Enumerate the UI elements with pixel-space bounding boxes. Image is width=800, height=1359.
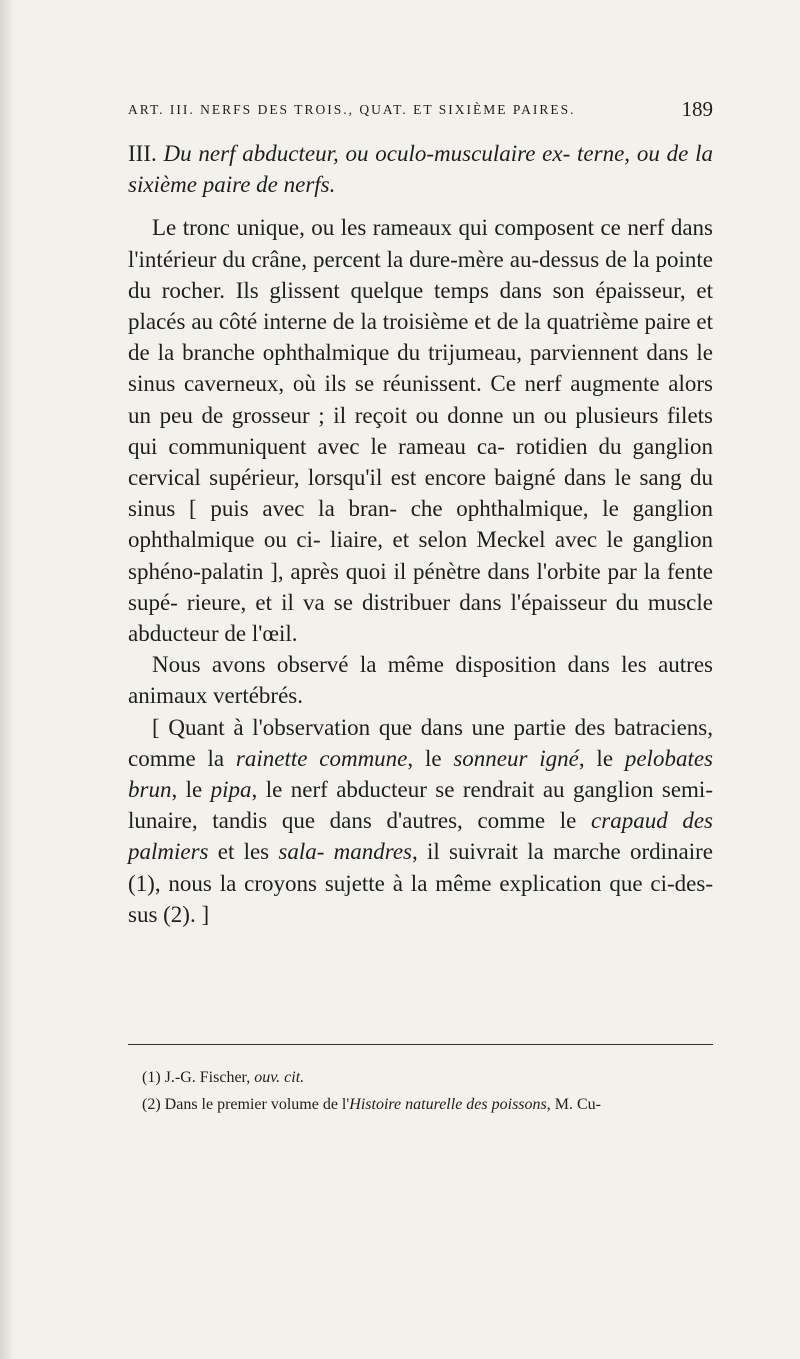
footnote-2-text-2: , M. Cu- bbox=[546, 1096, 601, 1113]
p3-italic-sonneur: sonneur igné bbox=[453, 745, 579, 771]
p3-text-4: , le bbox=[171, 777, 211, 803]
p3-italic-crapaud: crapaud des palmiers bbox=[128, 808, 713, 865]
p3-text-7: , il suivrait la marche ordinaire (1), nous la croyons sujette à la même explication que ci-des- sus (2). ] bbox=[128, 839, 713, 927]
p3-text-6: et les bbox=[208, 839, 279, 865]
footnotes bbox=[128, 1064, 713, 1118]
running-head bbox=[128, 97, 713, 121]
footnote-2-text-1: Dans le premier volume de l' bbox=[164, 1096, 350, 1113]
p3-text-5: , le nerf abducteur se rendrait au ganglion semi-lunaire, tandis que dans d'autres, comme le bbox=[128, 777, 713, 834]
p3-italic-rainette: rainette commune bbox=[235, 745, 408, 771]
footnote-1-number: (1) bbox=[142, 1069, 161, 1086]
footnote-1-text: J.-G. Fischer, bbox=[164, 1069, 255, 1086]
section-number: III. bbox=[128, 141, 157, 166]
p3-italic-salamandres: sala- mandres bbox=[278, 839, 412, 865]
p3-italic-pelobates: pelobates brun bbox=[128, 745, 713, 803]
footnote-2-italic: Histoire naturelle des poissons bbox=[349, 1096, 547, 1113]
footnote-2-number: (2) bbox=[142, 1096, 161, 1113]
footnote-rule bbox=[128, 1044, 713, 1045]
page-number: 189 bbox=[681, 97, 713, 121]
page-body bbox=[128, 138, 713, 930]
footnote-1-italic: ouv. cit. bbox=[254, 1069, 305, 1086]
p3-italic-pipa: pipa bbox=[210, 777, 252, 803]
footnote-1 bbox=[128, 1064, 713, 1091]
running-title: ART. III. NERFS DES TROIS., QUAT. ET SIXIÈME PAIRES. bbox=[128, 102, 576, 117]
section-title: Du nerf abducteur, ou oculo-musculaire ex- terne, ou de la sixième paire de nerfs. bbox=[128, 141, 714, 198]
footnote-2 bbox=[128, 1091, 713, 1118]
p3-text-1: [ Quant à l'observation que dans une partie des batraciens, comme la bbox=[128, 714, 713, 771]
paragraph-3 bbox=[128, 712, 713, 930]
p3-text-3: , le bbox=[578, 745, 625, 771]
p3-text-2: , le bbox=[407, 745, 454, 771]
page-edge bbox=[0, 0, 14, 1359]
section-heading bbox=[128, 138, 713, 200]
paragraph-2: Nous avons observé la même disposition dans les autres animaux vertébrés. bbox=[128, 652, 713, 709]
paragraph-1: Le tronc unique, ou les rameaux qui composent ce nerf dans l'intérieur du crâne, percent la dure-mère au-dessus de la pointe du rocher. Ils glissent quelque temps dans son épaisseur, et placés au côté interne de la troisième et de la quatrième paire et de la branche ophthalmique du trijumeau, parviennent dans le sinus caverneux, où ils se réunissent. Ce nerf augmente alors un peu de grosseur ; il reçoit ou donne un ou plusieurs filets qui communiquent avec le rameau ca- rotidien du ganglion cervical supérieur, lorsqu'il est encore baigné dans le sang du sinus [ puis avec la bran- che ophthalmique, le ganglion ophthalmique ou ci- liaire, et selon Meckel avec le ganglion sphéno-palatin ], après quoi il pénètre dans l'orbite par la fente supé- rieure, et il va se distribuer dans l'épaisseur du muscle abducteur de l'œil. bbox=[128, 215, 713, 647]
